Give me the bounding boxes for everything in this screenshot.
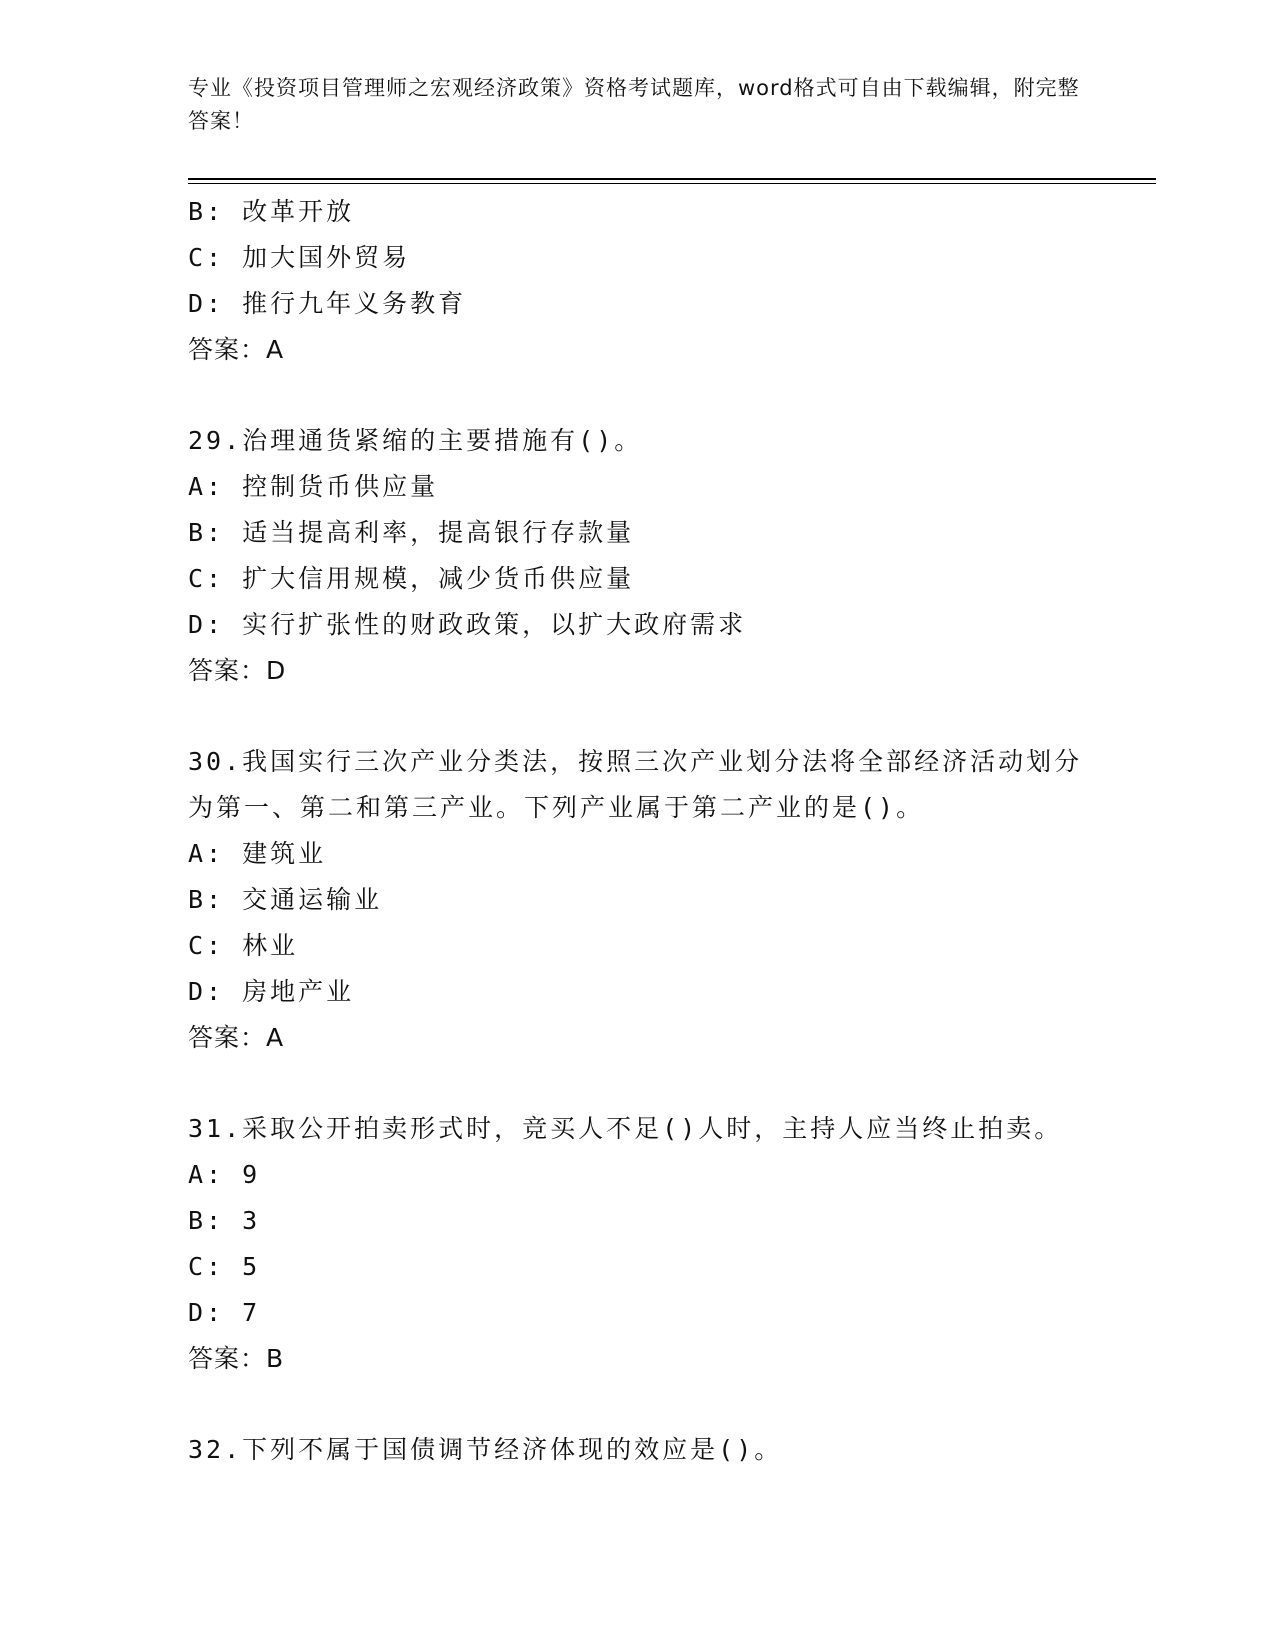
question-text: 29.治理通货紧缩的主要措施有()。: [188, 426, 643, 455]
answer-line: 答案：A: [188, 1023, 285, 1052]
option-c: C: 加大国外贸易: [188, 243, 411, 272]
option-c: C: 林业: [188, 931, 299, 960]
option-b: B: 改革开放: [188, 197, 355, 226]
option-d: D: 7: [188, 1298, 261, 1327]
option-c: C: 扩大信用规模，减少货币供应量: [188, 564, 635, 593]
option-a: A: 建筑业: [188, 839, 327, 868]
option-a: A: 9: [188, 1160, 261, 1189]
question-text: 31.采取公开拍卖形式时，竞买人不足()人时，主持人应当终止拍卖。: [188, 1114, 1063, 1143]
option-b: B: 3: [188, 1206, 261, 1235]
question-block-29: [188, 418, 1088, 694]
question-list: [188, 189, 1088, 1473]
question-block-31: [188, 1106, 1088, 1382]
answer-line: 答案：D: [188, 656, 287, 685]
answer-line: 答案：B: [188, 1344, 285, 1373]
document-header: 专业《投资项目管理师之宏观经济政策》资格考试题库，word格式可自由下载编辑，附完整答案！: [188, 76, 1080, 133]
answer-line: 答案：A: [188, 335, 285, 364]
option-a: A: 控制货币供应量: [188, 472, 439, 501]
question-block-30: [188, 739, 1088, 1061]
header-divider-thick: [188, 178, 1156, 180]
header-divider-thin: [188, 183, 1156, 184]
question-block-28: [188, 189, 1088, 373]
option-d: D: 实行扩张性的财政政策，以扩大政府需求: [188, 610, 747, 639]
option-b: B: 交通运输业: [188, 885, 383, 914]
option-b: B: 适当提高利率，提高银行存款量: [188, 518, 635, 547]
question-block-32: [188, 1427, 1088, 1473]
option-c: C: 5: [188, 1252, 261, 1281]
question-text: 32.下列不属于国债调节经济体现的效应是()。: [188, 1435, 783, 1464]
question-text: 30.我国实行三次产业分类法，按照三次产业划分法将全部经济活动划分为第一、第二和第三产业。下列产业属于第二产业的是()。: [188, 747, 1083, 822]
option-d: D: 推行九年义务教育: [188, 289, 467, 318]
option-d: D: 房地产业: [188, 977, 355, 1006]
